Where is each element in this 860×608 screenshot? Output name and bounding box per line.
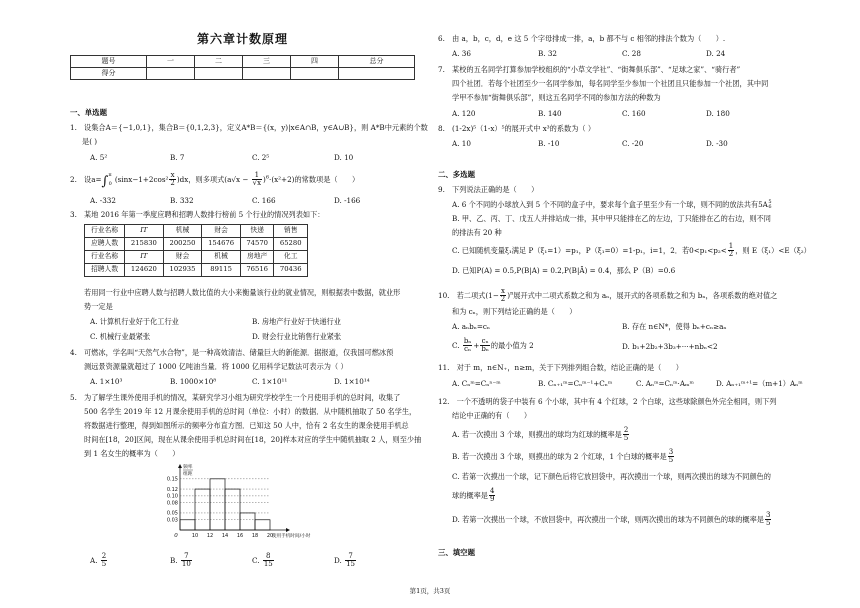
x-tick-label: 20 [266,533,274,539]
score-header-cell: 二 [195,56,243,68]
q4-option-b[interactable]: B. 1000×10⁸ [170,377,217,386]
table-cell: 76516 [240,264,274,277]
q7-option-c[interactable]: C. 160 [622,109,646,118]
question-6-stem: 6. 由 a，b，c，d，e 这 5 个字母排成一排，a，b 都不与 c 相邻的排法个数为（ ）. [438,34,726,43]
q10-option-c[interactable]: C. $\frac{\text{bₙ}}{\text{cₙ}}$ + $\frac{\text{cₙ}}{\text{bₙ}}$ 的最小值为 2 [452,337,534,354]
q3-option-a[interactable]: A. 计算机行业好于化工行业 [90,317,179,326]
score-cell[interactable] [291,68,339,80]
table-row [85,251,308,264]
q12-option-b-text: B. 若一次摸出 3 个球，则摸出的球为 2 个红球，1 个白球的概率是 [452,451,667,461]
q2-stem-a: 2. 设a= [70,174,102,184]
score-table-header-row [71,56,415,68]
page-title: 第六章计数原理 [196,32,288,46]
score-cell[interactable] [195,68,243,80]
table-cell: 89115 [202,264,241,277]
question-3-stem: 3. 某地 2016 年第一季度应聘和招聘人数排行榜前 5 个行业的情况列表如下： [70,210,325,219]
q9-option-c-text-a: C. 已知随机变量ξ₁满足 P（ξ₁=1）=p₁，P（ξ₁=0）=1-p₁，i=1，2．若0<p₁<p₂< [452,245,727,255]
table-cell: 154676 [202,238,241,251]
table-cell: 215830 [125,238,164,251]
histogram-bar [195,489,210,530]
q10-option-d[interactable]: D. b₁+2b₂+3b₃+···+nbₙ<2 [622,342,718,351]
question-7-line-a: 7. 某校的五名同学打算参加学校组织的“小草文学社”、“街舞俱乐部”、“足球之家”、“骑行者” [438,65,741,74]
q6-option-c[interactable]: C. 28 [622,49,641,58]
q5-option-b[interactable] [170,553,193,569]
table-row [85,238,308,251]
q2-option-a[interactable]: A. -332 [90,196,116,205]
q12-option-d-text: D. 若第一次摸出一个球，不放回袋中，再次摸出一个球，则两次摸出的球为不同颜色的球的概率是 [452,514,764,524]
table-cell: 化工 [274,251,308,264]
q2-stem-b: (sinx−1+2cos² [114,174,169,184]
q7-option-a[interactable]: A. 120 [452,109,476,118]
q8-option-b[interactable]: B. -10 [538,139,560,148]
page-footer: 第1页，共3页 [409,587,451,595]
q12-option-b-fraction: $\frac{3}{5}$ [668,448,674,465]
q2-stem-d: ·(x²+2)的常数项是（ ） [269,174,360,184]
q12-option-c-line1[interactable]: C. 若第一次摸出一个球，记下颜色后将它放回袋中，再次摸出一个球，则两次摸出的球为不同颜色的 [452,472,771,481]
score-cell[interactable] [243,68,291,80]
q4-option-d[interactable]: D. 1×10¹⁴ [334,377,370,386]
q11-option-b[interactable]: B. Cₙ₊₁ᵐ=Cₙᵐ⁻¹+Cₙᵐ [538,379,613,388]
score-header-cell: 题号 [71,56,147,68]
q12-option-c-fraction: $\frac{4}{9}$ [489,487,495,504]
table-cell: 机械 [202,251,241,264]
q9-option-d[interactable]: D. 已知P(A) = 0.5,P(B|A) = 0.2,P(B|Ā) = 0.4，那么 P（B）=0.6 [452,266,676,275]
question-7-line-c: 学甲不参加“街舞俱乐部”，则这五名同学不同的参加方法的种数为 [452,93,661,102]
section-heading-multiple-choice: 二、多选题 [438,170,475,179]
table-cell: IT [125,225,164,238]
q7-option-d[interactable]: D. 180 [706,109,730,118]
question-5-line-a: 5. 为了解学生课外使用手机的情况，某研究学习小组为研究学校学生一个月使用手机的总时间，收集了 [70,393,401,402]
x-axis-arrow-icon [286,528,290,532]
q10-binomial: (1− $\frac{x}{2}$ )$^n$ [485,287,514,304]
y-axis-arrow-icon [178,464,182,468]
option-letter: C. [252,555,260,565]
q12-option-a-text: A. 若一次摸出 3 个球，则摸出的球均为红球的概率是 [452,429,622,439]
histogram-bar [210,479,225,530]
q11-option-d[interactable]: D. Aₙ₊₁ᵐ⁺¹=（m+1）Aₙᵐ [716,379,803,388]
integral-upper-limit: π [108,171,112,178]
x-tick-label: 14 [221,533,229,539]
score-row-label: 得分 [71,68,147,80]
q6-option-b[interactable]: B. 32 [538,49,557,58]
question-2-stem [70,172,359,192]
table-cell: 财会 [163,251,202,264]
q10-option-c-post: 的最小值为 2 [490,340,534,350]
question-1-stem: 1. 设集合A＝{−1,0,1}，集合B＝{0,1,2,3}，定义A*B＝{(x，y)|x∈A∩B，y∈A∪B}，则 A*B中元素的个数 [70,123,428,132]
option-letter: D. [334,555,342,565]
table-cell: 行业名称 [85,251,125,264]
table-cell: 财会 [202,225,241,238]
question-4-line-b: 测远景资源量就超过了 1000 亿吨油当量．将 1000 亿用科学记数法可表示为（ ） [84,362,348,371]
integral-sign-icon: ∫ [101,173,109,189]
table-cell: 124620 [125,264,164,277]
q8-option-d[interactable]: D. -30 [706,139,728,148]
x-tick-label: 12 [206,533,214,539]
question-12-line-a: 12. 一个不透明的袋子中装有 6 个小球，其中有 4 个红球，2 个白球，这些球除颜色外完全相同，则下列 [438,397,777,406]
score-cell[interactable] [147,68,195,80]
q9-option-b-line1[interactable]: B. 甲、乙、丙、丁、戊五人并排站成一排，其中甲只能排在乙的左边，丁只能排在乙的右边，则不同 [452,214,771,223]
q6-option-a[interactable]: A. 36 [452,49,471,58]
q10-option-b[interactable]: B. 存在 n∈N*，使得 bₙ+cₙ≥aₙ [622,322,727,331]
table-cell: 招聘人数 [85,264,125,277]
x-tick-label: 18 [251,533,259,539]
question-1-stem-cont: 是( ) [82,137,98,146]
question-4-line-a: 4. 可燃冰，学名叫“天然气水合物”，是一种高效清洁、储量巨大的新能源．据报道，仅我国可燃冰预 [70,348,394,357]
score-header-cell: 一 [147,56,195,68]
option-fraction: $\frac{7}{10}$ [181,552,191,569]
table-cell: 房地产 [240,251,274,264]
y-tick-label: 0.10 [166,493,178,500]
x-tick-label: 10 [191,533,199,539]
q3-option-c[interactable]: C. 机械行业最紧张 [90,332,151,341]
table-cell: 应聘人数 [85,238,125,251]
table-cell: 200250 [163,238,202,251]
q3-option-d[interactable]: D. 财会行业比销售行业紧张 [252,332,342,341]
option-fraction: $\frac{8}{15}$ [263,552,273,569]
score-table [70,55,415,80]
score-header-cell: 四 [291,56,339,68]
q5-option-a[interactable] [90,553,108,569]
score-header-cell: 三 [243,56,291,68]
y-tick-label: 0.12 [166,486,178,493]
section-heading-fill-in: 三、填空题 [438,548,475,557]
table-cell: 销售 [274,225,308,238]
histogram-bar [240,513,255,530]
table-cell: 机械 [163,225,202,238]
q5-option-c[interactable] [252,553,275,569]
q5-option-d[interactable] [334,553,357,569]
question-8-stem: 8. (1-2x)⁵（1-x）⁵的展开式中 x³的系数为（ ） [438,124,596,133]
q12-option-a[interactable] [452,427,630,443]
histogram-bar [225,489,240,530]
question-5-line-e: 到 1 名女生的概率为（ ） [84,449,180,458]
score-header-cell: 总分 [339,56,415,68]
q3-option-b[interactable]: B. 房地产行业好于快递行业 [252,317,341,326]
question-10-line-a [438,288,777,304]
integral-lower-limit: 0 [108,180,112,187]
q10-line-a-pre: 10. 若二项式 [438,290,486,300]
question-9-stem: 9. 下列说法正确的是（ ） [438,185,539,194]
q10-option-a[interactable]: A. aₙbₙ=cₙ [452,322,491,331]
x-axis-label: 使用手机时间/小时 [272,534,311,539]
table-row [85,264,308,277]
histogram-bar [255,520,270,530]
question-7-line-b: 四个社团．若每个社团至少一名同学参加，每名同学至少参加一个社团且只能参加一个社团，其中同 [452,79,769,88]
table-cell: 快递 [240,225,274,238]
q12-option-a-fraction: $\frac{2}{5}$ [623,426,629,443]
q9-option-c-text-b: ，则 E（ξ₁）<E（ξ₂） [735,245,811,255]
q7-option-b[interactable]: B. 140 [538,109,562,118]
origin-label: 0 [174,533,178,539]
q2-option-b[interactable]: B. 332 [170,196,194,205]
q10-line-a-post: 展开式中二项式系数之和为 aₙ，展开式的各项系数之和为 bₙ，各项系数的绝对值之 [513,290,778,300]
table-cell: 65280 [274,238,308,251]
table-cell: 102935 [163,264,202,277]
q9-option-a[interactable] [452,200,772,210]
y-tick-label: 0.03 [166,517,178,524]
q10-option-c-pre: C. [452,340,460,350]
q11-option-a[interactable]: A. Cₙᵐ=Cₙⁿ⁻ᵐ [452,379,501,388]
q12-option-d-fraction: $\frac{3}{5}$ [765,511,771,528]
q12-option-c-text: 球的概率是 [452,490,488,500]
option-letter: B. [170,555,178,565]
q9-option-c[interactable] [452,243,811,259]
q1-option-a[interactable]: A. 5² [90,153,108,162]
q6-option-d[interactable]: D. 24 [706,49,726,58]
question-10-line-b: 和为 cₙ，则下列结论正确的是（ ） [452,307,577,316]
q4-option-a[interactable]: A. 1×10³ [90,377,123,386]
table-cell: 行业名称 [85,225,125,238]
q1-option-c[interactable]: C. 2⁵ [252,153,270,162]
q9-option-a-text: A. 6 个不同的小球放入到 5 个不同的盒子中，要求每个盒子里至少有一个球，则不同的放法共有5A [452,200,768,209]
table-cell: 70436 [274,264,308,277]
y-axis-label-top: 频率 [183,465,193,470]
fraction-one-half: $\frac{1}{2}$ [728,242,734,259]
q3-after-b: 势一定是 [84,302,113,311]
q4-option-c[interactable]: C. 1×10¹¹ [252,377,288,386]
y-tick-label: 0.05 [166,510,178,517]
frequency-histogram [150,462,320,546]
table-cell: 74570 [240,238,274,251]
section-heading-single-choice: 一、单选题 [70,108,107,117]
table-cell: IT [125,251,164,264]
q9-option-b-line2: 的排法有 20 种 [452,228,502,237]
q3-data-table [84,224,308,277]
fraction-x-over-2: $\frac{x}{2}$ [170,171,175,188]
q8-option-c[interactable]: C. -20 [622,139,644,148]
question-11-stem: 11. 对于 m，n∈N₊，n≥m，关于下列排列组合数，结论正确的是（ ） [438,363,683,372]
table-row [85,225,308,238]
q8-option-a[interactable]: A. 10 [452,139,471,148]
q2-option-c[interactable]: C. 166 [252,196,276,205]
question-5-line-d: 时间在[18，20]区间，现在从课余使用手机总时间在[18，20]样本对应的学生中随机抽取 2 人，则至少抽 [84,435,422,444]
option-letter: A. [90,555,98,565]
fraction-bn-over-cn: $\frac{\text{bₙ}}{\text{cₙ}}$ [463,337,472,354]
option-fraction: $\frac{2}{5}$ [101,552,107,569]
q3-after-a: 若用同一行业中应聘人数与招聘人数比值的大小来衡量该行业的就业情况，则根据表中数据，就业形 [84,288,401,297]
option-fraction: $\frac{7}{15}$ [346,552,356,569]
histogram-bar [180,520,195,530]
y-axis-label-bottom: 组距 [183,472,193,477]
q1-option-b[interactable]: B. 7 [170,153,185,162]
score-cell[interactable] [339,68,415,80]
q12-option-d[interactable] [452,512,772,528]
x-tick-label: 16 [236,533,244,539]
q12-option-c-line2 [452,488,496,504]
fraction-cn-over-bn: $\frac{\text{cₙ}}{\text{bₙ}}$ [481,337,489,354]
question-5-line-b: 500 名学生 2019 年 12 月课余使用手机的总时间（单位：小时）的数据．从中随机抽取了 50 名学生， [84,407,417,416]
y-tick-label: 0.08 [166,500,178,507]
q2-option-d[interactable]: D. -166 [334,196,361,205]
q9-a-script: 5 6 [768,199,772,210]
q12-option-b[interactable] [452,449,675,465]
q2-polynomial: (a√x − $\frac{1}{√x}$ )$^6$ [224,171,270,188]
question-5-line-c: 将数据进行整理，得到如图所示的频率分布直方图．已知这 50 人中，恰有 2 名女生的课余使用手机总 [84,421,409,430]
score-table-score-row [71,68,415,80]
q1-option-d[interactable]: D. 10 [334,153,354,162]
q2-stem-c: )dx，则多项式 [176,174,225,184]
question-12-line-b: 结论中正确的有（ ） [452,411,532,420]
q11-option-c[interactable]: C. Aₙᵐ=Cₙᵐ·Aₘᵐ [636,379,694,388]
y-tick-label: 0.15 [166,476,178,483]
